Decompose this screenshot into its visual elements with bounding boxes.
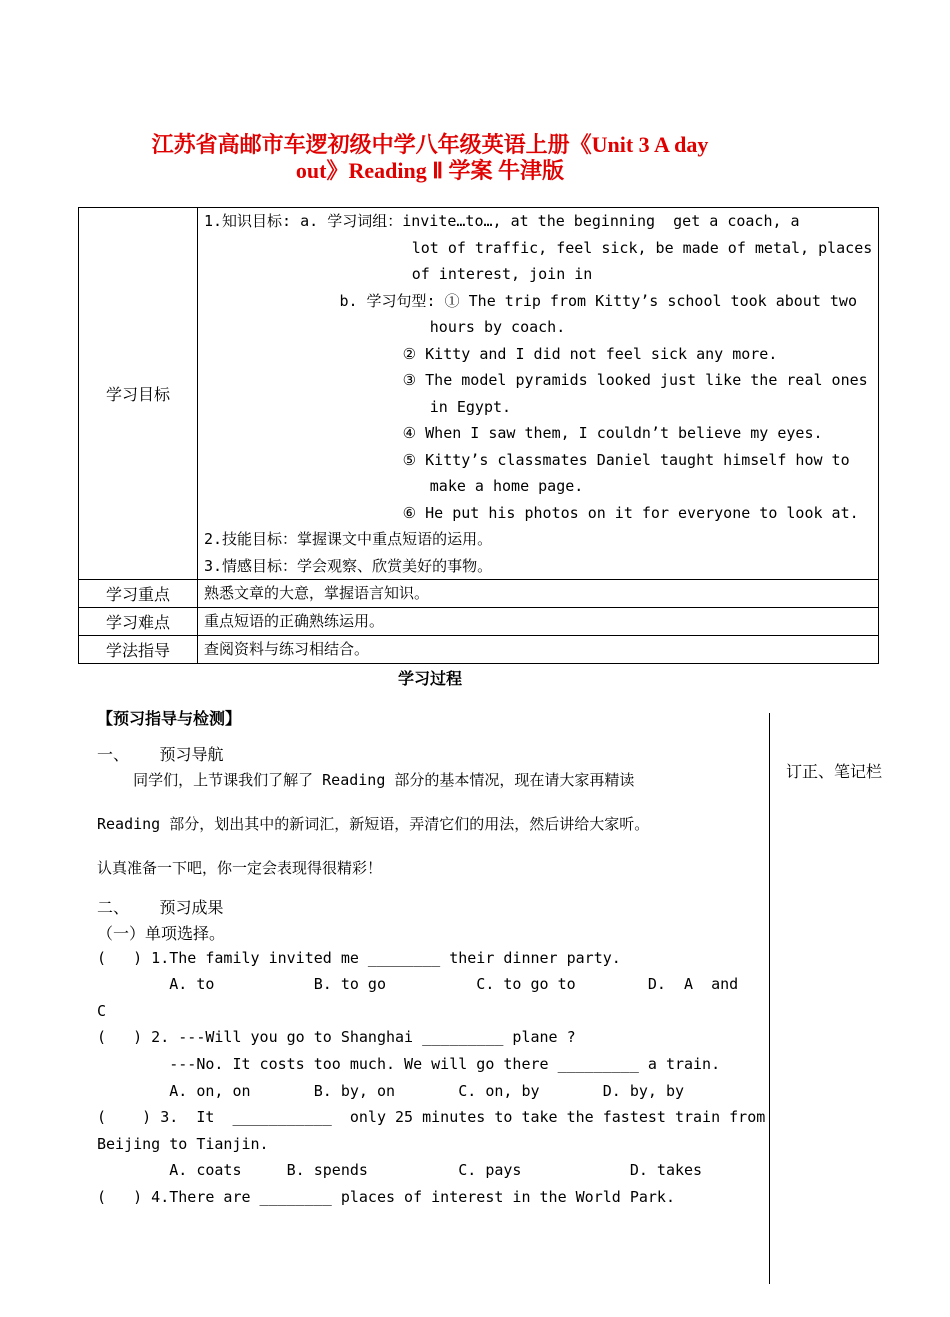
objectives-label: 学习目标 (79, 208, 198, 580)
question-line: ( ) 1.The family invited me ________ their dinner party. (97, 949, 621, 967)
objective-line: ② Kitty and I did not feel sick any more. (204, 344, 778, 363)
question-line: ---No. It costs too much. We will go there _________ a train. (97, 1055, 721, 1073)
objective-line: 3.情感目标：学会观察、欣赏美好的事物。 (204, 556, 493, 575)
part2-title: 二、 预习成果 (97, 898, 224, 917)
objectives-content (198, 208, 879, 580)
question-line: A. to B. to go C. to go to D. A and (97, 975, 739, 993)
process-heading: 学习过程 (397, 669, 462, 688)
objective-line: of interest, join in (204, 265, 593, 283)
question-line: ( ) 3. It ___________ only 25 minutes to take the fastest train from (97, 1108, 766, 1126)
part1-title: 一、 预习导航 (97, 745, 224, 764)
objective-line: ⑥ He put his photos on it for everyone to look at. (204, 503, 859, 522)
objective-line: b. 学习句型: ① The trip from Kitty’s school took about two (204, 291, 857, 310)
method-label: 学法指导 (79, 636, 198, 664)
part1-line: 同学们，上节课我们了解了 Reading 部分的基本情况，现在请大家再精读 (97, 771, 635, 789)
document-title-line-1: 江苏省高邮市车逻初级中学八年级英语上册《Unit 3 A day (151, 132, 709, 157)
objective-line: ⑤ Kitty’s classmates Daniel taught himself how to (204, 450, 850, 469)
objective-line: lot of traffic, feel sick, be made of metal, places (204, 238, 873, 257)
objective-line: make a home page. (204, 477, 584, 495)
question-line: ( ) 2. ---Will you go to Shanghai _________ plane ? (97, 1028, 576, 1046)
notes-column-label: 订正、笔记栏 (786, 762, 883, 781)
difficulties-value: 重点短语的正确熟练运用。 (204, 612, 385, 630)
learning-goals-table (78, 207, 879, 664)
document-title-line-2: out》Reading Ⅱ 学案 牛津版 (295, 158, 565, 183)
objective-line: 1.知识目标: a. 学习词组：invite…to…, at the beginning get a coach, a (204, 212, 800, 230)
notes-divider (769, 713, 770, 1284)
question-line: ( ) 4.There are ________ places of interest in the World Park. (97, 1188, 675, 1206)
part1-line: 认真准备一下吧，你一定会表现得很精彩！ (97, 859, 383, 877)
difficulties-label: 学习难点 (79, 608, 198, 636)
question-line: A. on, on B. by, on C. on, by D. by, by (97, 1082, 684, 1100)
question-line: Beijing to Tianjin. (97, 1135, 269, 1153)
objective-line: hours by coach. (204, 318, 566, 336)
part1-line: Reading 部分，划出其中的新词汇，新短语，弄清它们的用法，然后讲给大家听。 (97, 815, 650, 833)
method-value: 查阅资料与练习相结合。 (204, 640, 370, 658)
subsection-title: （一）单项选择。 (97, 924, 226, 943)
question-line: C (97, 1002, 107, 1020)
key-points-label: 学习重点 (79, 580, 198, 608)
objective-line: ③ The model pyramids looked just like the real ones (204, 371, 868, 389)
key-points-value: 熟悉文章的大意，掌握语言知识。 (204, 584, 430, 602)
objective-line: in Egypt. (204, 397, 512, 416)
preview-section-title: 【预习指导与检测】 (97, 709, 242, 728)
question-line: A. coats B. spends C. pays D. takes (97, 1161, 703, 1179)
objective-line: ④ When I saw them, I couldn’t believe my eyes. (204, 424, 823, 442)
objective-line: 2.技能目标：掌握课文中重点短语的运用。 (204, 530, 493, 548)
